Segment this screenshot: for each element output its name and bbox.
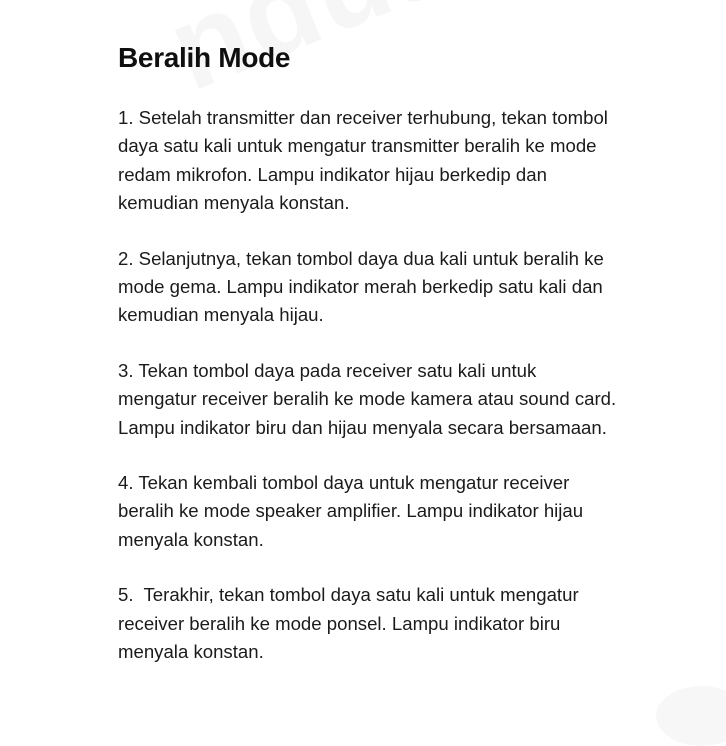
page-title: Beralih Mode: [118, 42, 291, 73]
instruction-step-1: 1. Setelah transmitter dan receiver terhubung, tekan tombol daya satu kali untuk mengatur transmitter beralih ke mode redam mikrofon. Lampu indikator hijau berkedip dan kemudian menyala konstan.: [118, 107, 614, 214]
watermark-corner-mark: [656, 686, 726, 746]
instruction-step-5: 5. Terakhir, tekan tombol daya satu kali untuk mengatur receiver beralih ke mode ponsel. Lampu indikator biru menyala konstan.: [118, 584, 584, 663]
document-body: [118, 38, 622, 694]
instruction-step-2: 2. Selanjutnya, tekan tombol daya dua kali untuk beralih ke mode gema. Lampu indikator merah berkedip satu kali dan kemudian menyala hijau.: [118, 247, 609, 326]
instruction-step-4: 4. Tekan kembali tombol daya untuk mengatur receiver beralih ke mode speaker amplifier. Lampu indikator hijau menyala konstan.: [118, 472, 589, 550]
instruction-step-3: 3. Tekan tombol daya pada receiver satu kali untuk mengatur receiver beralih ke mode kamera atau sound card. Lampu indikator biru dan hijau menyala secara bersamaan.: [118, 359, 622, 438]
